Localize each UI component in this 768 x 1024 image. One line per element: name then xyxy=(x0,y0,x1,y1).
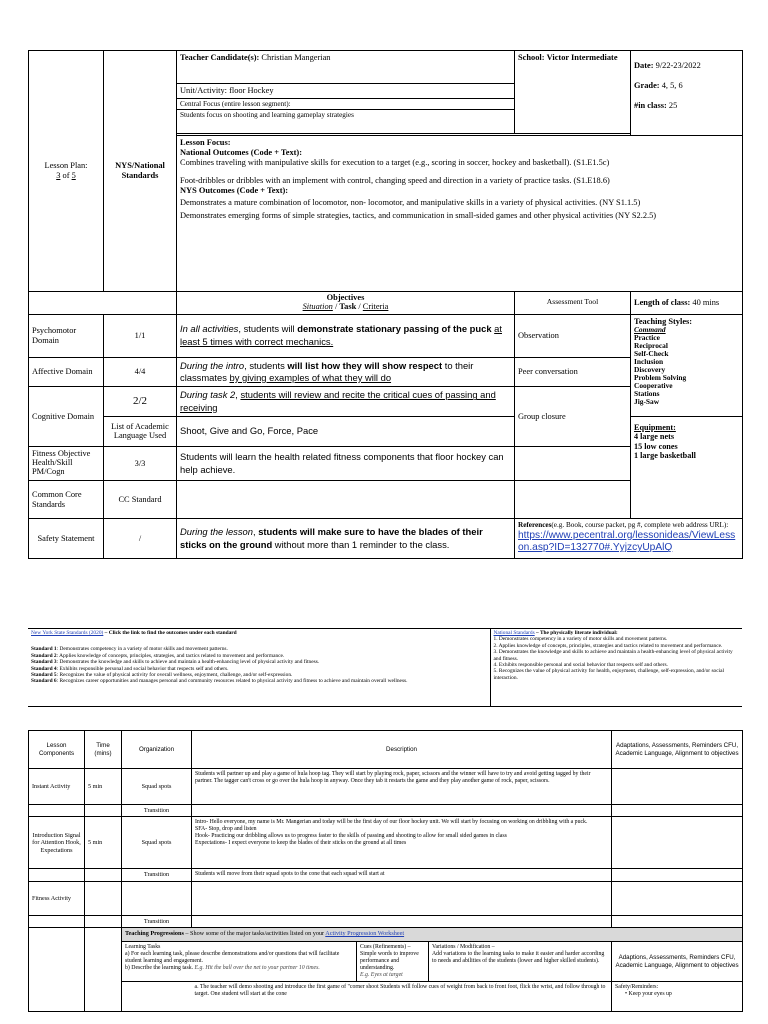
length-cell xyxy=(631,292,743,315)
national-standard-item: 3. Demonstrates the knowledge and skills to achieve and maintain a health-enhancing level of physical activity and fitness. xyxy=(493,649,733,662)
class-label: #in class: xyxy=(634,100,667,110)
grade-label: Grade: xyxy=(634,80,660,90)
instant-activity-org: Squad spots xyxy=(122,769,192,805)
lesson-plan-table xyxy=(28,50,743,559)
cognitive-objective xyxy=(177,387,515,417)
col-organization: Organization xyxy=(122,731,192,769)
teaching-styles-label: Teaching Styles: xyxy=(634,316,693,326)
obj-text: , xyxy=(252,526,259,538)
variations-header xyxy=(429,942,612,982)
date-label: Date: xyxy=(634,61,654,70)
teacher-cell xyxy=(177,51,515,134)
psychomotor-tool: Observation xyxy=(515,314,631,357)
safety-reminder-item: Keep your eyes up xyxy=(628,991,672,998)
nys-outcome-2: Demonstrates emerging forms of simple strategies, tactics, and communication in small-sided games and other physical activities (NY S2.2.5) xyxy=(180,210,657,220)
cues-example: E.g. Eyes at target xyxy=(360,972,403,979)
nys-standard-label: Standard 1 xyxy=(31,646,57,653)
fitness-objective: Students will learn the health related fitness components that floor hockey can help achieve. xyxy=(177,447,515,481)
equipment-cell xyxy=(631,417,743,519)
unit-line: Unit/Activity: floor Hockey xyxy=(177,83,514,98)
obj-task: students will review and recite the critical cues of passing and receiving xyxy=(180,389,496,413)
equipment-item: 15 low cones xyxy=(634,441,678,451)
length-value: 40 mins xyxy=(692,297,720,307)
nys-standard-label: Standard 2 xyxy=(31,652,57,659)
obj-text: , xyxy=(235,389,241,401)
col-adaptations: Adaptations, Assessments, Reminders CFU, Academic Language, Alignment to objectives xyxy=(612,731,743,769)
date-grade-cell xyxy=(631,51,743,136)
teaching-progressions-row xyxy=(122,928,743,942)
variations-heading: Variations / Modification – xyxy=(432,944,495,951)
introduction-time: 5 min xyxy=(85,817,122,869)
transition-label: Transition xyxy=(122,869,192,881)
col-time: Time (mins) xyxy=(85,731,122,769)
national-outcome-1: Combines traveling with manipulative skills for execution to a target (e.g., scoring in soccer, hockey and basketball). (S1.E1.5c) xyxy=(180,157,610,167)
lesson-total: 5 xyxy=(71,171,76,180)
nys-outcome-1: Demonstrates a mature combination of locomotor, non- locomotor, and manipulative skills in a variety of physical activities. (NY S1.1.5) xyxy=(180,197,641,207)
task-a-text: The teacher will demo shooting and introduce the first game of "corner shoot Students will follow cues of weight from back to front foot, flick the wrist, and follow through to target. One student will start at the cone xyxy=(194,984,606,998)
learning-tasks-heading: Learning Tasks xyxy=(125,944,161,951)
national-standard-item: 4. Exhibits responsible personal and social behavior that respects self and others. xyxy=(493,661,668,668)
nys-standard-label: Standard 3 xyxy=(31,659,57,666)
references-cell xyxy=(515,519,743,559)
task-a-cell xyxy=(192,982,612,1012)
obj-situation: During the intro xyxy=(180,359,245,371)
nys-outcomes-label: NYS Outcomes (Code + Text): xyxy=(180,185,289,195)
learning-task-a: For each learning task, please describe demonstrations and/or questions that will facilitate student learning and engagement. xyxy=(125,951,340,965)
affective-standard: 4/4 xyxy=(104,357,177,386)
cues-text: Simple words to improve performance and understanding. xyxy=(360,951,419,972)
teaching-style-item: Cooperative xyxy=(634,380,673,390)
list-marker: a) xyxy=(125,951,130,958)
cognitive-label: Cognitive Domain xyxy=(29,387,104,447)
teaching-style-item: Command xyxy=(634,324,666,334)
slash: / xyxy=(334,301,338,311)
learning-task-b: Describe the learning task. xyxy=(131,965,194,972)
standards-label: NYS/National Standards xyxy=(104,51,177,292)
national-standard-item: 2. Applies knowledge of concepts, principles, strategies and tactics related to movement and performance. xyxy=(493,642,723,649)
fitness-activity-label: Fitness Activity xyxy=(29,881,85,915)
national-standards-cell xyxy=(490,629,742,707)
teaching-style-item: Stations xyxy=(634,388,660,398)
obj-task: will list how they will show respect xyxy=(287,359,443,371)
cognitive-standard: 2/2 xyxy=(104,387,177,417)
col-lesson-components: Lesson Components xyxy=(29,731,85,769)
national-outcomes-label: National Outcomes (Code + Text): xyxy=(180,147,303,157)
standards-table xyxy=(28,628,742,707)
introduction-org: Squad spots xyxy=(122,817,192,869)
nys-standard-label: Standard 4 xyxy=(31,665,57,672)
lesson-of: of xyxy=(62,171,70,180)
affective-label: Affective Domain xyxy=(29,357,104,386)
nys-standard-text: : Exhibits responsible personal and social behavior that respects self and others. xyxy=(56,665,229,672)
list-marker: a. xyxy=(194,984,199,991)
common-core-value: CC Standard xyxy=(104,481,177,519)
psychomotor-standard: 1/1 xyxy=(104,314,177,357)
safety-label: Safety Statement xyxy=(29,519,104,559)
obj-text: to their classmates xyxy=(180,359,474,383)
safety-objective xyxy=(177,519,515,559)
reference-link[interactable]: https://www.pecentral.org/lessonideas/ViewLesson.asp?ID=132770#.YyjzcyUpAlQ xyxy=(518,529,736,554)
obj-criteria: by giving examples of what they will do xyxy=(229,371,392,383)
nys-standard-text: : Recognizes career opportunities and manages personal and community resources related to physical activity and fitness to achieve and maintain overall wellness. xyxy=(56,678,408,685)
teaching-style-item: Reciprocal xyxy=(634,340,668,350)
obj-text: , students will xyxy=(238,323,298,335)
obj-situation: In all activities xyxy=(180,323,239,335)
transition-desc: Students will move from their squad spots to the cone that each squad will start at xyxy=(192,869,612,881)
introduction-label: Introduction Signal for Attention Hook, Expectations xyxy=(29,817,85,869)
safety-reminders-label: Safety/Reminders: xyxy=(615,984,659,991)
objectives-header xyxy=(177,292,515,315)
teaching-style-item: Jig-Saw xyxy=(634,396,660,406)
instant-activity-time: 5 min xyxy=(85,769,122,805)
obj-task: demonstrate stationary passing of the puck xyxy=(297,323,492,335)
list-marker: b) xyxy=(125,965,130,972)
adaptions-header: Adaptions, Assessments, Reminders CFU, Academic Language, Alignment to objectives xyxy=(612,942,743,982)
academic-words: Shoot, Give and Go, Force, Pace xyxy=(177,417,515,447)
intro-line: Intro- Hello everyone, my name is Mr. Mangerian and today will be the first day of our floor hockey unit. We will start by focusing on working on dribbling with a puck. xyxy=(195,819,588,826)
nys-standards-heading: – Click the link to find the outcomes under each standard xyxy=(103,630,237,636)
teaching-style-item: Inclusion xyxy=(634,356,664,366)
col-description: Description xyxy=(192,731,612,769)
teaching-progressions-label: Teaching Progressions xyxy=(125,930,184,938)
activity-progression-link[interactable]: Activity Progression Worksheet xyxy=(325,930,405,938)
fitness-standard: 3/3 xyxy=(104,447,177,481)
nys-standard-label: Standard 6 xyxy=(31,678,57,685)
teaching-style-item: Discovery xyxy=(634,364,666,374)
teaching-style-item: Self-Check xyxy=(634,348,669,358)
situation-label: Situation xyxy=(302,301,333,311)
lesson-focus-label: Lesson Focus: xyxy=(180,138,231,147)
school-name: Victor Intermediate xyxy=(546,53,618,62)
transition-label: Transition xyxy=(122,805,192,817)
introduction-desc xyxy=(192,817,612,869)
criteria-label: Criteria xyxy=(362,301,389,311)
transition-label: Transition xyxy=(122,915,192,927)
length-label: Length of class: xyxy=(634,297,691,307)
national-standards-link[interactable]: National Standards xyxy=(493,630,535,636)
date-value: 9/22-23/2022 xyxy=(655,61,701,70)
national-standard-item: 5. Recognizes the value of physical activity for health, enjoyment, challenge, self-expression, and/or social interaction. xyxy=(493,668,725,681)
teaching-style-item: Practice xyxy=(634,332,660,342)
safety-standard: / xyxy=(104,519,177,559)
central-focus: Central Focus (entire lesson segment): xyxy=(177,98,514,109)
references-label: References xyxy=(518,521,552,530)
equipment-item: 1 large basketball xyxy=(634,451,696,461)
lesson-components-table xyxy=(28,730,743,1012)
affective-objective xyxy=(177,357,515,386)
grade-value: 4, 5, 6 xyxy=(661,80,683,90)
cues-header xyxy=(357,942,429,982)
nys-standards-link[interactable]: New York State Standards (2020) xyxy=(31,630,104,636)
obj-criteria: at least 5 times with correct mechanics. xyxy=(180,323,502,347)
teaching-styles-cell xyxy=(631,314,743,416)
lesson-plan-number-cell xyxy=(29,51,104,292)
class-value: 25 xyxy=(668,100,678,110)
national-outcome-2: Foot-dribbles or dribbles with an implement with control, changing speed and direction in a variety of practice tasks. (S1.E18.6) xyxy=(180,175,610,185)
task-label: Task xyxy=(339,301,357,311)
obj-situation: During the lesson xyxy=(180,526,253,538)
psychomotor-objective xyxy=(177,314,515,357)
variations-text: Add variations to the learning tasks to make it easier and harder according to needs and abilities of the students (lower and higher skilled students). xyxy=(432,951,605,965)
equipment-label: Equipment: xyxy=(634,423,676,433)
instant-activity-desc: Students will partner up and play a game of hula hoop tag. They will start by playing rock, paper, scissors and the winner will have to try and avoid getting tagged by their partner. The tagger can't cross or go over the hula hoop in anyway. Once they tab it restarts the game and they play another game of rock, paper, scissors. xyxy=(192,769,612,805)
hook-line: Hook- Practicing our dribbling allows us to progress faster to the skills of passing and shooting to allow for small sided games in class xyxy=(195,833,507,840)
fitness-label xyxy=(29,447,104,481)
school-cell xyxy=(515,51,631,134)
national-standards-heading: – The physically literate individual: xyxy=(534,630,618,636)
national-standard-item: 1. Demonstrates competency in a variety of motor skills and movement patterns. xyxy=(493,636,668,643)
teacher-label: Teacher Candidate(s): xyxy=(180,53,260,62)
obj-text: without more than 1 reminder to the class. xyxy=(272,538,450,550)
instant-activity-label: Instant Activity xyxy=(29,769,85,805)
students-focus: Students focus on shooting and learning gameplay strategies xyxy=(177,109,514,120)
learning-task-example: E.g. Hit the ball over the net to your partner 10 times. xyxy=(193,965,320,972)
obj-situation: During task 2 xyxy=(180,389,236,401)
cognitive-tool: Group closure xyxy=(515,387,631,447)
teaching-progressions-text: – Show some of the major tasks/activities listed on your xyxy=(183,930,326,938)
lesson-plan-label: Lesson Plan: xyxy=(44,161,88,171)
safety-reminders-cell: Safety/Reminders: • Keep your eyes up xyxy=(612,982,743,1012)
affective-tool: Peer conversation xyxy=(515,357,631,386)
psychomotor-label: Psychomotor Domain xyxy=(29,314,104,357)
expectations-line: Expectations- I expect everyone to keep the blades of their sticks on the ground at all times xyxy=(195,840,407,847)
fitness-label-text: Fitness Objective Health/Skill PM/Cogn xyxy=(32,449,91,476)
nys-standard-text: : Demonstrates the knowledge and skills to achieve and maintain a health-enhancing level of physical activity and fitness. xyxy=(56,659,320,666)
nys-standard-label: Standard 5 xyxy=(31,671,57,678)
common-core-label: Common Core Standards xyxy=(29,481,104,519)
assessment-tool-header: Assessment Tool xyxy=(515,292,631,315)
sfa-line: SFA- Stop, drop and listen xyxy=(195,826,257,833)
obj-task: students will make sure to have the blades of their sticks on the ground xyxy=(180,526,483,550)
obj-text: , students xyxy=(244,359,288,371)
slash: / xyxy=(358,301,361,311)
nys-standard-text: : Recognizes the value of physical activity for overall wellness, enjoyment, challenge, and/or self-expression. xyxy=(56,671,293,678)
learning-tasks-header xyxy=(122,942,357,982)
outcomes-cell xyxy=(177,136,743,292)
teacher-name: Christian Mangerian xyxy=(261,53,331,62)
teaching-style-item: Problem Solving xyxy=(634,372,687,382)
nys-standard-text: : Demonstrates competency in a variety of motor skills and movement patterns. xyxy=(56,646,228,653)
school-label: School: xyxy=(518,53,545,62)
references-note: (e.g. Book, course packet, pg #, complete web address URL): xyxy=(551,521,729,530)
nys-standard-text: : Applies knowledge of concepts, principles, strategies, and tactics related to movement and performance. xyxy=(56,652,285,659)
nys-standards-cell xyxy=(28,629,490,707)
cues-heading: Cues (Refinements) – xyxy=(360,944,411,951)
equipment-item: 4 large nets xyxy=(634,432,675,442)
lesson-number: 3 xyxy=(56,171,61,180)
objectives-label: Objectives xyxy=(326,293,365,302)
academic-language-label: List of Academic Language Used xyxy=(104,417,177,447)
